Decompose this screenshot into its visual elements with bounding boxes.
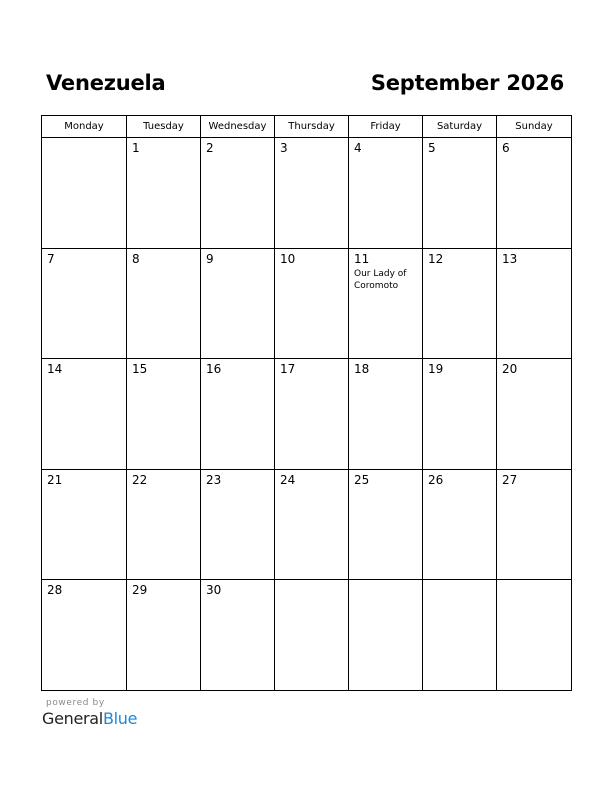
weekday-friday: Friday <box>349 116 423 138</box>
empty-day-cell <box>275 580 349 691</box>
day-cell <box>127 359 201 470</box>
day-cell <box>497 138 572 249</box>
day-number: 26 <box>428 472 444 487</box>
day-number: 18 <box>354 362 370 376</box>
day-cell <box>497 359 572 470</box>
weekday-sunday: Sunday <box>497 116 572 138</box>
empty-day-cell <box>497 580 572 691</box>
day-number: 15 <box>132 362 148 376</box>
day-number: 22 <box>132 472 148 487</box>
day-cell <box>497 469 572 580</box>
day-cell <box>42 580 127 691</box>
month-year-title: September 2026 <box>370 71 564 95</box>
day-cell <box>127 580 201 691</box>
day-cell <box>275 359 349 470</box>
day-number: 19 <box>428 362 444 376</box>
day-cell <box>349 359 423 470</box>
weekday-wednesday: Wednesday <box>201 116 275 138</box>
week-row <box>42 580 572 691</box>
day-cell <box>423 138 497 249</box>
day-number: 28 <box>47 583 63 597</box>
day-cell <box>349 138 423 249</box>
day-cell <box>423 359 497 470</box>
day-number: 21 <box>47 472 63 487</box>
day-number: 13 <box>502 251 518 266</box>
day-cell <box>201 359 275 470</box>
logo-text-blue: Blue <box>102 709 138 728</box>
week-row <box>42 469 572 580</box>
day-cell <box>201 469 275 580</box>
day-number: 29 <box>132 583 148 597</box>
day-cell <box>201 580 275 691</box>
week-row <box>42 138 572 249</box>
day-number: 1 <box>132 141 140 155</box>
country-title: Venezuela <box>46 71 166 95</box>
day-number: 30 <box>206 583 222 597</box>
day-number: 2 <box>206 141 214 155</box>
day-cell <box>42 469 127 580</box>
day-number: 27 <box>502 472 518 487</box>
day-number: 20 <box>502 362 518 376</box>
empty-day-cell <box>349 580 423 691</box>
week-row <box>42 359 572 470</box>
day-number: 5 <box>428 141 436 155</box>
day-cell <box>497 248 572 359</box>
day-cell <box>127 248 201 359</box>
day-number: 6 <box>502 141 510 155</box>
weekday-header-row <box>42 116 572 138</box>
day-number: 3 <box>280 141 288 155</box>
day-cell <box>201 248 275 359</box>
day-number: 7 <box>47 251 55 266</box>
day-cell <box>423 469 497 580</box>
day-cell <box>42 359 127 470</box>
day-number: 11 <box>354 251 370 266</box>
holiday-label: Our Lady of Coromoto <box>354 268 407 291</box>
day-cell <box>349 248 423 359</box>
empty-day-cell <box>42 138 127 249</box>
empty-day-cell <box>423 580 497 691</box>
day-number: 25 <box>354 472 370 487</box>
day-cell <box>275 138 349 249</box>
weekday-saturday: Saturday <box>423 116 497 138</box>
week-row <box>42 248 572 359</box>
powered-by-text: powered by <box>46 698 105 708</box>
weekday-tuesday: Tuesday <box>127 116 201 138</box>
day-cell <box>423 248 497 359</box>
day-number: 23 <box>206 472 222 487</box>
generalblue-logo <box>42 709 137 728</box>
day-number: 16 <box>206 362 222 376</box>
day-number: 10 <box>280 251 296 266</box>
day-number: 12 <box>428 251 444 266</box>
day-cell <box>275 248 349 359</box>
day-number: 4 <box>354 141 362 155</box>
day-cell <box>42 248 127 359</box>
calendar-body <box>42 138 572 691</box>
day-number: 24 <box>280 472 296 487</box>
day-number: 8 <box>132 251 140 266</box>
weekday-monday: Monday <box>42 116 127 138</box>
logo-text-general: General <box>42 709 103 728</box>
day-number: 9 <box>206 251 214 266</box>
day-number: 14 <box>47 362 63 376</box>
day-cell <box>275 469 349 580</box>
day-cell <box>127 469 201 580</box>
day-number: 17 <box>280 362 296 376</box>
day-cell <box>201 138 275 249</box>
calendar-grid <box>41 115 572 691</box>
day-cell <box>349 469 423 580</box>
weekday-thursday: Thursday <box>275 116 349 138</box>
day-cell <box>127 138 201 249</box>
